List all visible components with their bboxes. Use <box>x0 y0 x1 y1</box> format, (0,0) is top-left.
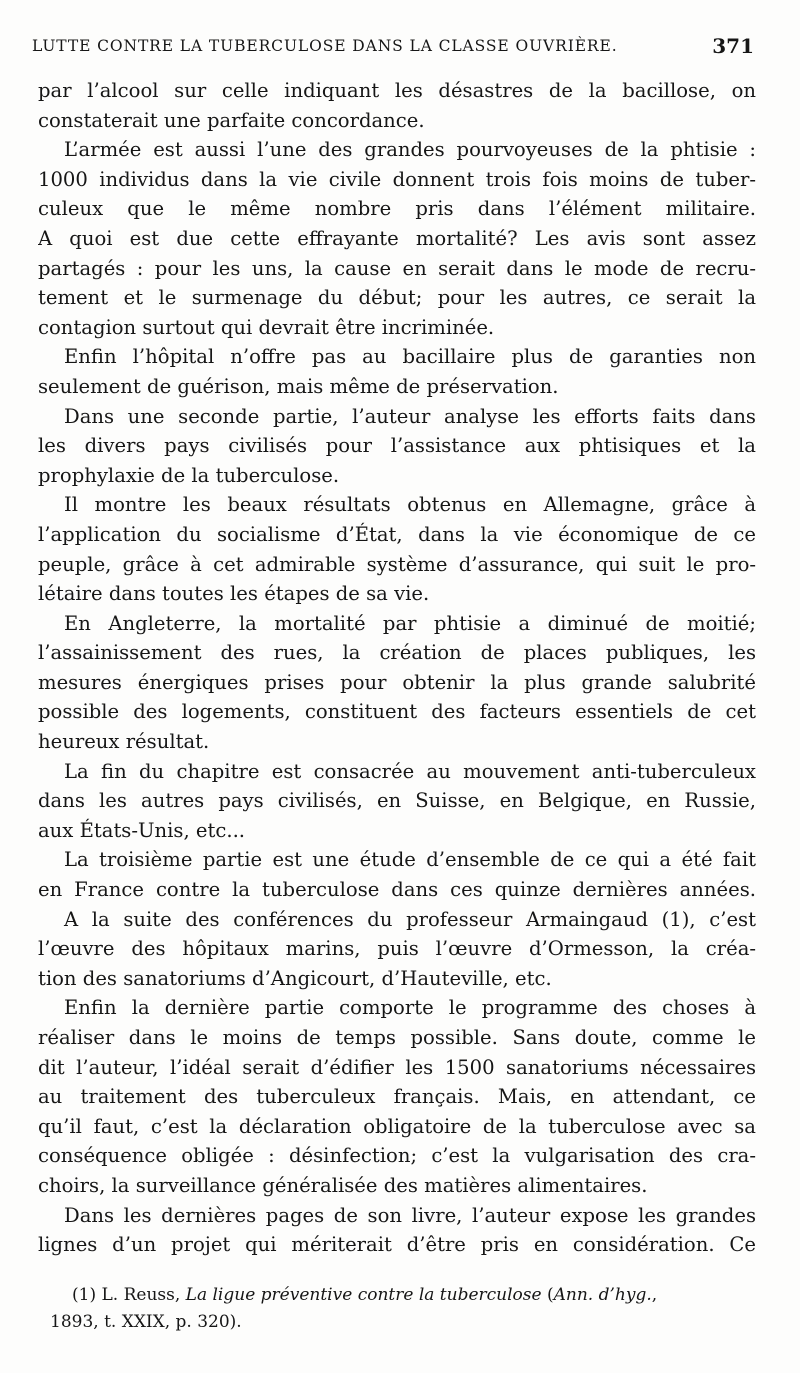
text-line: létaire dans toutes les étapes de sa vie. <box>38 582 430 606</box>
text-line: contagion surtout qui devrait être incriminée. <box>38 315 495 339</box>
text-line: l’application du socialisme d’État, dans la vie économique de ce <box>38 522 756 546</box>
text-line: Dans les dernières pages de son livre, l’auteur expose les grandes <box>64 1203 756 1227</box>
footnote-author: L. Reuss, <box>101 1285 181 1305</box>
text-line: tement et le surmenage du début; pour les autres, ce serait la <box>38 286 756 310</box>
text-line: l’assainissement des rues, la création de places publiques, les <box>38 641 756 665</box>
footnote-line-2: 1893, t. XXIX, p. 320). <box>50 1312 242 1332</box>
text-line: L’armée est aussi l’une des grandes pourvoyeuses de la phtisie : <box>64 138 756 162</box>
text-line: En Angleterre, la mortalité par phtisie a diminué de moitié; <box>64 611 756 635</box>
footnote-title: La ligue préventive contre la tuberculose <box>185 1285 542 1305</box>
footnote-journal: Ann. d’hyg. <box>553 1285 652 1305</box>
text-line: Dans une seconde partie, l’auteur analyse les efforts faits dans <box>64 404 756 428</box>
running-header <box>32 34 754 62</box>
text-line: constaterait une parfaite concordance. <box>38 108 425 132</box>
page-number: 371 <box>712 34 754 58</box>
text-line: heureux résultat. <box>38 730 210 754</box>
footnote-source-tail: , <box>651 1285 658 1305</box>
footnote <box>50 1282 762 1336</box>
text-line: tion des sanatoriums d’Angicourt, d’Hauteville, etc. <box>38 966 552 990</box>
text-line: prophylaxie de la tuberculose. <box>38 463 340 487</box>
text-line: par l’alcool sur celle indiquant les désastres de la bacillose, on <box>38 79 756 102</box>
running-title: LUTTE CONTRE LA TUBERCULOSE DANS LA CLASSE OUVRIÈRE. <box>32 37 618 55</box>
text-line: conséquence obligée : désinfection; c’est la vulgarisation des cra- <box>38 1144 756 1168</box>
text-line: aux États-Unis, etc... <box>38 818 246 842</box>
text-line: lignes d’un projet qui mériterait d’être pris en considération. Ce <box>38 1233 756 1257</box>
text-line: au traitement des tuberculeux français. Mais, en attendant, ce <box>38 1085 756 1109</box>
text-line: mesures énergiques prises pour obtenir la plus grande salubrité <box>38 670 756 694</box>
text-line: réaliser dans le moins de temps possible. Sans doute, comme le <box>38 1026 756 1049</box>
text-line: l’œuvre des hôpitaux marins, puis l’œuvre d’Ormesson, la créa- <box>38 937 756 961</box>
text-line: les divers pays civilisés pour l’assistance aux phtisiques et la <box>38 434 756 458</box>
footnote-line-1 <box>50 1282 762 1309</box>
body-text <box>38 76 756 1260</box>
text-line: dans les autres pays civilisés, en Suisse, en Belgique, en Russie, <box>38 789 756 813</box>
text-line: choirs, la surveillance généralisée des matières alimentaires. <box>38 1173 648 1197</box>
text-line: peuple, grâce à cet admirable système d’assurance, qui suit le pro- <box>38 552 756 576</box>
text-line: 1000 individus dans la vie civile donnent trois fois moins de tuber- <box>38 167 756 191</box>
text-line: possible des logements, constituent des facteurs essentiels de cet <box>38 700 756 724</box>
text-line: Enfin l’hôpital n’offre pas au bacillaire plus de garanties non <box>64 345 756 369</box>
text-line: Enfin la dernière partie comporte le programme des choses à <box>64 996 756 1020</box>
text-line: La troisième partie est une étude d’ensemble de ce qui a été fait <box>64 848 756 872</box>
text-line: La fin du chapitre est consacrée au mouvement anti-tuberculeux <box>64 759 756 783</box>
text-line: partagés : pour les uns, la cause en serait dans le mode de recru- <box>38 256 756 280</box>
text-line: dit l’auteur, l’idéal serait d’édifier les 1500 sanatoriums nécessaires <box>38 1055 756 1079</box>
footnote-marker: (1) <box>72 1285 97 1305</box>
text-line: seulement de guérison, mais même de préservation. <box>38 374 559 398</box>
footnote-source-open: ( <box>546 1285 554 1305</box>
text-line: A quoi est due cette effrayante mortalité? Les avis sont assez <box>38 226 756 250</box>
text-line: A la suite des conférences du professeur Armaingaud (1), c’est <box>64 907 756 931</box>
text-line: en France contre la tuberculose dans ces quinze dernières années. <box>38 878 756 902</box>
text-line: Il montre les beaux résultats obtenus en Allemagne, grâce à <box>64 493 756 517</box>
text-line: culeux que le même nombre pris dans l’élément militaire. <box>38 197 756 221</box>
text-line: qu’il faut, c’est la déclaration obligatoire de la tuberculose avec sa <box>38 1114 756 1138</box>
